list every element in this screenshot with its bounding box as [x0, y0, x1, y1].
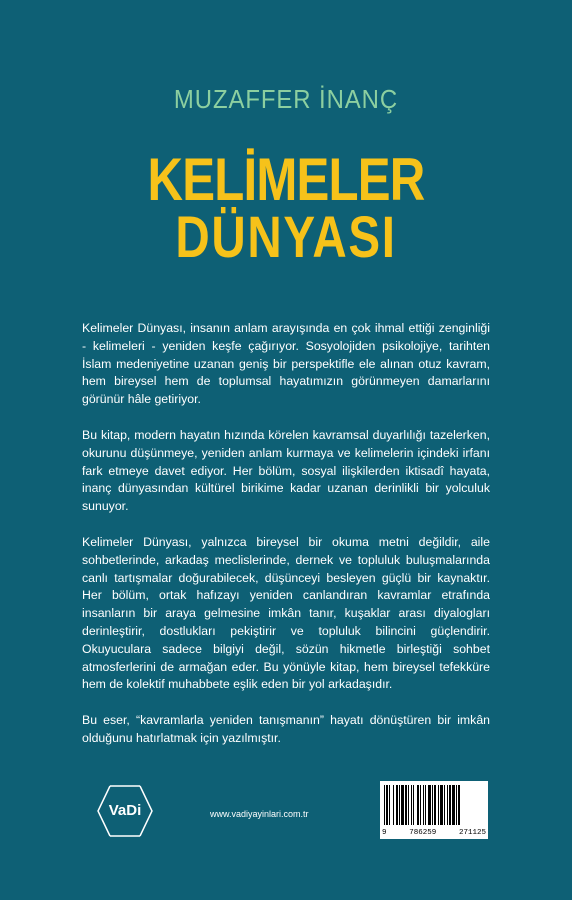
barcode-bar — [458, 785, 460, 825]
publisher-logo — [96, 784, 154, 838]
barcode-bar — [423, 785, 424, 825]
barcode-bar — [438, 785, 439, 825]
blurb-paragraph: Kelimeler Dünyası, insanın anlam arayışında en çok ihmal ettiği zenginliği - kelimeleri - yeniden keşfe çağırıyor. Sosyolojiden psikolojiye, tarihten İslam medeniyetine uzanan geniş bir perspektifle ele alınan otuz kavram, hem bireysel hem de toplumsal hayatımızın görünmeyen damarlarını görünür hâle getiriyor. — [82, 321, 490, 407]
book-title-line2: DÜNYASI — [175, 205, 397, 270]
publisher-website: www.vadiyayinlari.com.tr — [210, 809, 309, 819]
blurb-paragraph: Bu eser, “kavramlarla yeniden tanışmanın” hayatı dönüştüren bir imkân olduğunu hatırlatmak için yazılmıştır. — [82, 713, 490, 745]
barcode-bar — [408, 785, 409, 825]
isbn-barcode — [380, 781, 488, 839]
barcode-bar — [425, 785, 426, 825]
barcode-bar — [411, 785, 412, 825]
barcode-bar — [449, 785, 451, 825]
barcode-bar — [393, 785, 394, 825]
barcode-bar — [440, 785, 443, 825]
barcode-bar — [444, 785, 445, 825]
barcode-bars — [380, 781, 488, 827]
barcode-bar — [389, 785, 390, 825]
barcode-bar — [447, 785, 448, 825]
barcode-digits — [382, 829, 486, 837]
author-name: MUZAFFER İNANÇ — [173, 84, 399, 114]
barcode-bar — [434, 785, 436, 825]
barcode-bar — [432, 785, 433, 825]
barcode-bar — [456, 785, 457, 825]
blurb-paragraph: Kelimeler Dünyası, yalnızca bireysel bir okuma metni değildir, aile sohbetlerinde, arkadaş meclislerinde, dernek ve topluluk buluşmalarında canlı tartışmalar doğurabilecek, düşünceyi besleyen güçlü bir kaynaktır. Her bölüm, ortak hafızayı yeniden canlandıran kavramlar etrafında insanların bir araya gelmesine imkân tanır, kuşaklar arası diyalogları derinleştirir, dostlukları pekiştirir ve topluluk bilincini güçlendirir. Okuyuculara sadece bilgiyi değil, sözün hikmetle birleştiği sohbet atmosferlerini de armağan eder. Bu yönüyle kitap, hem bireysel tefekküre hem de kolektif muhabbete eşlik eden bir yol arkadaşıdır. — [82, 534, 490, 692]
barcode-bar — [413, 785, 414, 825]
barcode-bar — [399, 785, 400, 825]
barcode-bar — [452, 785, 455, 825]
barcode-digit-group: 271125 — [458, 829, 486, 837]
barcode-bar — [386, 785, 388, 825]
barcode-bar — [420, 785, 421, 825]
barcode-bar — [417, 785, 419, 825]
barcode-bar — [396, 785, 398, 825]
blurb — [82, 320, 490, 766]
book-title-line1: KELİMELER — [147, 146, 425, 213]
barcode-bar — [428, 785, 431, 825]
publisher-logo-text: VaDi — [108, 802, 142, 819]
barcode-bar — [384, 785, 385, 825]
barcode-digit-group: 9 — [382, 829, 387, 837]
barcode-bar — [405, 785, 407, 825]
barcode-digit-group: 786259 — [409, 829, 437, 837]
barcode-bar — [401, 785, 404, 825]
blurb-paragraph: Bu kitap, modern hayatın hızında körelen kavramsal duyarlılığı tazelerken, okurunu düşünmeye, yeniden anlam kurmaya ve kelimelerin içindeki irfanı fark etmeye davet ediyor. Her bölüm, sosyal ilişkilerden iktisadî hayata, inanç dünyasından kültürel birikime kadar uzanan derinlikli bir yolculuk sunuyor. — [82, 427, 490, 514]
